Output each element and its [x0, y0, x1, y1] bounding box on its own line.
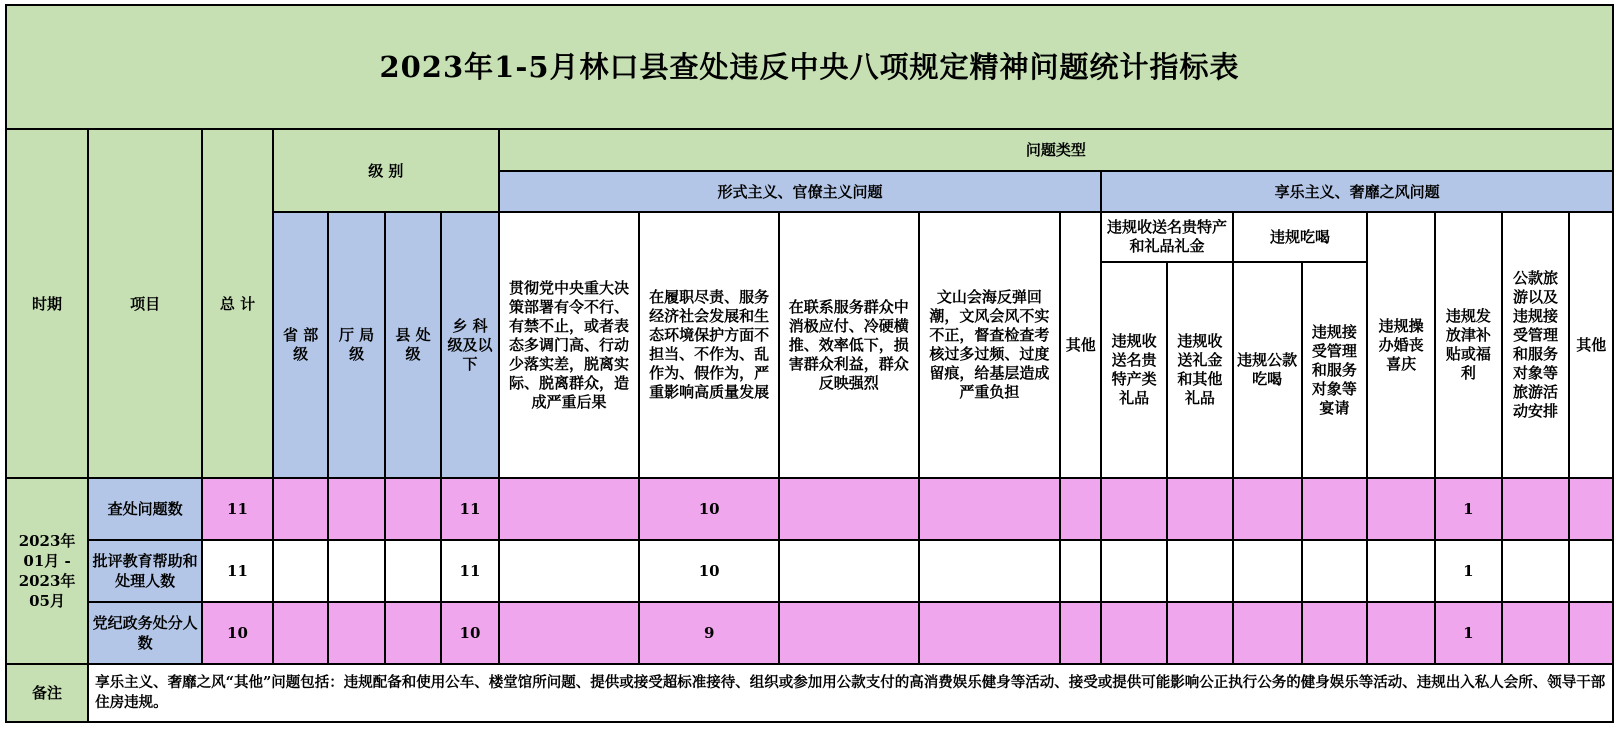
cell-bureau: [328, 540, 384, 602]
cell-bureau: [328, 602, 384, 664]
cell-total: 11: [202, 478, 273, 540]
cell-province: [273, 478, 328, 540]
table-row: [6, 540, 1613, 602]
table-row: [6, 602, 1613, 664]
cell-eating-1: [1233, 478, 1302, 540]
cell-f4: [919, 540, 1061, 602]
header-level-bureau: 厅 局级: [328, 212, 384, 478]
cell-subsidy: 1: [1435, 602, 1502, 664]
cell-f1: [499, 540, 640, 602]
cell-eating-2: [1302, 478, 1368, 540]
cell-bureau: [328, 478, 384, 540]
cell-f3: [779, 602, 919, 664]
header-level-county: 县 处级: [385, 212, 441, 478]
cell-wedding: [1367, 478, 1435, 540]
header-formalism-other: 其他: [1060, 212, 1101, 478]
header-level: 级 别: [273, 129, 499, 212]
cell-f2: 10: [639, 540, 779, 602]
header-gifts: 违规收送名贵特产和礼品礼金: [1101, 212, 1232, 262]
cell-gifts-1: [1101, 540, 1167, 602]
cell-province: [273, 540, 328, 602]
cell-gifts-2: [1167, 540, 1233, 602]
cell-f-other: [1060, 602, 1101, 664]
cell-township: 11: [441, 478, 498, 540]
period-cell: 2023年01月 - 2023年05月: [6, 478, 88, 664]
cell-subsidy: 1: [1435, 478, 1502, 540]
header-formalism-3: 在联系服务群众中消极应付、冷硬横推、效率低下，损害群众利益，群众反映强烈: [779, 212, 919, 478]
row-label: 党纪政务处分人数: [88, 602, 202, 664]
header-subsidy: 违规发放津补贴或福利: [1435, 212, 1502, 478]
header-total: 总 计: [202, 129, 273, 478]
remark-text: 享乐主义、奢靡之风“其他”问题包括：违规配备和使用公车、楼堂馆所问题、提供或接受超标准接待、组织或参加用公款支付的高消费娱乐健身等活动、接受或提供可能影响公正执行公务的健身娱乐等活动、违规出入私人会所、领导干部住房违规。: [88, 664, 1613, 722]
cell-county: [385, 540, 441, 602]
cell-f4: [919, 478, 1061, 540]
cell-f2: 9: [639, 602, 779, 664]
header-formalism-4: 文山会海反弹回潮，文风会风不实不正，督查检查考核过多过频、过度留痕，给基层造成严重负担: [919, 212, 1061, 478]
cell-county: [385, 478, 441, 540]
header-wedding: 违规操办婚丧喜庆: [1367, 212, 1435, 478]
cell-gifts-1: [1101, 602, 1167, 664]
header-item: 项目: [88, 129, 202, 478]
cell-wedding: [1367, 602, 1435, 664]
cell-eating-2: [1302, 602, 1368, 664]
cell-travel: [1502, 478, 1570, 540]
header-formalism: 形式主义、官僚主义问题: [499, 171, 1102, 212]
cell-f3: [779, 540, 919, 602]
cell-f4: [919, 602, 1061, 664]
statistics-table: [5, 4, 1614, 723]
cell-total: 11: [202, 540, 273, 602]
header-gifts-1: 违规收送名贵特产类礼品: [1101, 262, 1167, 478]
cell-gifts-2: [1167, 478, 1233, 540]
cell-township: 10: [441, 602, 498, 664]
cell-f-other: [1060, 478, 1101, 540]
header-gifts-2: 违规收送礼金和其他礼品: [1167, 262, 1233, 478]
cell-township: 11: [441, 540, 498, 602]
cell-eating-1: [1233, 602, 1302, 664]
statistics-sheet: [5, 4, 1614, 739]
cell-travel: [1502, 540, 1570, 602]
cell-f1: [499, 478, 640, 540]
header-level-township: 乡 科级及以下: [441, 212, 498, 478]
cell-total: 10: [202, 602, 273, 664]
cell-f1: [499, 602, 640, 664]
cell-gifts-1: [1101, 478, 1167, 540]
header-problem-type: 问题类型: [499, 129, 1613, 171]
header-period: 时期: [6, 129, 88, 478]
cell-eating-2: [1302, 540, 1368, 602]
cell-f2: 10: [639, 478, 779, 540]
cell-h-other: [1569, 540, 1613, 602]
cell-province: [273, 602, 328, 664]
remark-label: 备注: [6, 664, 88, 722]
cell-wedding: [1367, 540, 1435, 602]
header-eating: 违规吃喝: [1233, 212, 1367, 262]
header-level-province: 省 部级: [273, 212, 328, 478]
header-hedonism: 享乐主义、奢靡之风问题: [1101, 171, 1613, 212]
header-travel: 公款旅游以及违规接受管理和服务对象等旅游活动安排: [1502, 212, 1570, 478]
table-title: 2023年1-5月林口县查处违反中央八项规定精神问题统计指标表: [6, 5, 1613, 129]
row-label: 查处问题数: [88, 478, 202, 540]
cell-f-other: [1060, 540, 1101, 602]
cell-subsidy: 1: [1435, 540, 1502, 602]
header-formalism-2: 在履职尽责、服务经济社会发展和生态环境保护方面不担当、不作为、乱作为、假作为，严重影响高质量发展: [639, 212, 779, 478]
header-formalism-1: 贯彻党中央重大决策部署有令不行、有禁不止，或者表态多调门高、行动少落实差，脱离实际、脱离群众，造成严重后果: [499, 212, 640, 478]
row-label: 批评教育帮助和处理人数: [88, 540, 202, 602]
header-hedonism-other: 其他: [1569, 212, 1613, 478]
cell-h-other: [1569, 478, 1613, 540]
cell-f3: [779, 478, 919, 540]
cell-county: [385, 602, 441, 664]
table-row: [6, 478, 1613, 540]
cell-h-other: [1569, 602, 1613, 664]
cell-travel: [1502, 602, 1570, 664]
cell-gifts-2: [1167, 602, 1233, 664]
header-eating-2: 违规接受管理和服务对象等宴请: [1302, 262, 1368, 478]
cell-eating-1: [1233, 540, 1302, 602]
header-eating-1: 违规公款吃喝: [1233, 262, 1302, 478]
